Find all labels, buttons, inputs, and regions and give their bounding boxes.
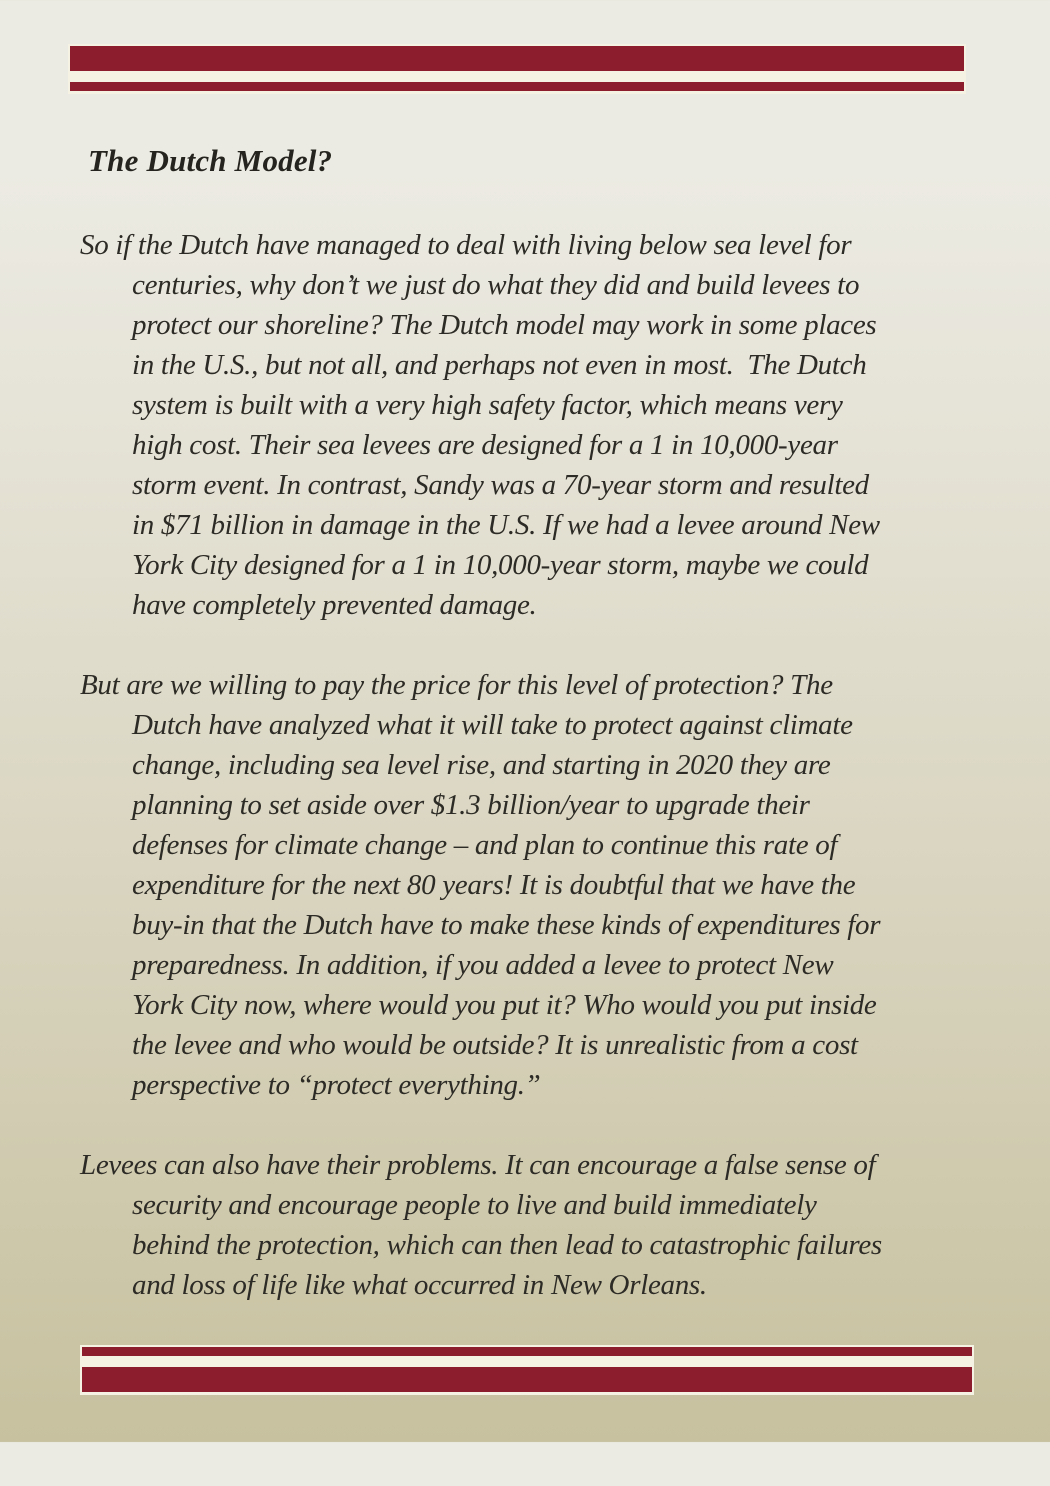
bottom-thick-bar	[82, 1367, 972, 1392]
text-line: security and encourage people to live and build immediately	[132, 1189, 817, 1221]
text-line: perspective to “protect everything.”	[132, 1069, 541, 1101]
text-line: expenditure for the next 80 years! It is doubtful that we have the	[132, 869, 856, 901]
text-line: have completely prevented damage.	[132, 589, 537, 621]
text-line: York City designed for a 1 in 10,000-year storm, maybe we could	[132, 549, 869, 581]
paragraph	[80, 665, 964, 1105]
text-line: Dutch have analyzed what it will take to protect against climate	[132, 709, 853, 741]
top-divider-rule	[68, 44, 966, 94]
body-paragraphs	[80, 225, 964, 1305]
text-line: storm event. In contrast, Sandy was a 70-year storm and resulted	[132, 469, 869, 501]
bottom-divider-rule	[80, 1345, 974, 1395]
text-line: high cost. Their sea levees are designed for a 1 in 10,000-year	[132, 429, 838, 461]
text-line: protect our shoreline? The Dutch model may work in some places	[132, 309, 877, 341]
text-line: the levee and who would be outside? It is unrealistic from a cost	[132, 1029, 858, 1061]
text-line: buy-in that the Dutch have to make these kinds of expenditures for	[132, 909, 881, 941]
paragraph	[80, 225, 964, 625]
text-line: and loss of life like what occurred in New Orleans.	[132, 1269, 707, 1301]
top-thick-bar	[70, 46, 964, 71]
text-line: Levees can also have their problems. It can encourage a false sense of	[80, 1149, 876, 1181]
text-line: behind the protection, which can then lead to catastrophic failures	[132, 1229, 882, 1261]
text-line: preparedness. In addition, if you added a levee to protect New	[132, 949, 834, 981]
text-line: centuries, why don’t we just do what they did and build levees to	[132, 269, 860, 301]
page-title: The Dutch Model?	[88, 143, 333, 178]
text-line: in $71 billion in damage in the U.S. If we had a levee around New	[132, 509, 880, 541]
text-line: in the U.S., but not all, and perhaps not even in most. The Dutch	[132, 349, 867, 381]
text-line: change, including sea level rise, and starting in 2020 they are	[132, 749, 831, 781]
text-line: planning to set aside over $1.3 billion/year to upgrade their	[132, 789, 810, 821]
top-rule-gap	[70, 71, 964, 82]
bottom-rule-gap	[82, 1356, 972, 1367]
paragraph	[80, 1145, 964, 1305]
page-background	[0, 44, 1050, 1486]
text-line: So if the Dutch have managed to deal with living below sea level for	[80, 229, 852, 261]
top-thin-bar	[70, 82, 964, 91]
text-line: system is built with a very high safety factor, which means very	[132, 389, 843, 421]
bottom-thin-bar	[82, 1347, 972, 1356]
text-line: defenses for climate change – and plan to continue this rate of	[132, 829, 838, 861]
text-line: But are we willing to pay the price for this level of protection? The	[80, 669, 833, 701]
text-line: York City now, where would you put it? Who would you put inside	[132, 989, 877, 1021]
